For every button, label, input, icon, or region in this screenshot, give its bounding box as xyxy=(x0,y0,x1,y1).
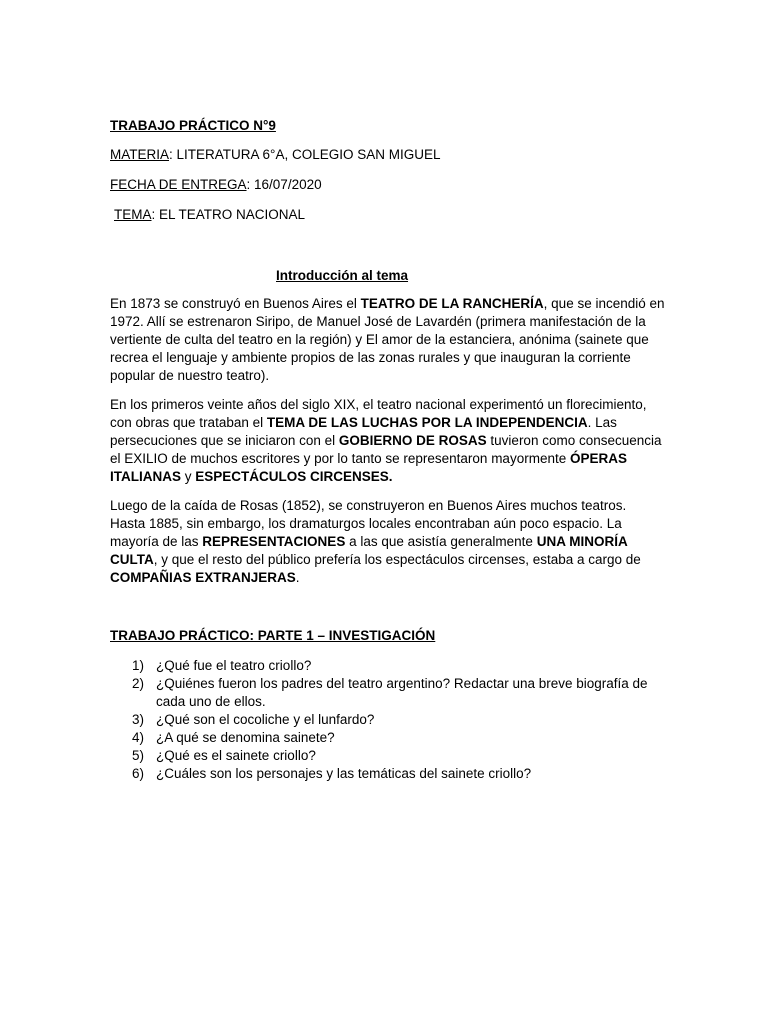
materia-value: : LITERATURA 6°A, COLEGIO SAN MIGUEL xyxy=(169,147,441,162)
intro-paragraph-3 xyxy=(110,497,665,587)
text-run: . Las persecuciones que se iniciaron con el xyxy=(110,415,617,448)
intro-paragraph-2 xyxy=(110,396,665,486)
text-run: y xyxy=(181,469,196,484)
item-text: ¿Cuáles son los personajes y las temáticas del sainete criollo? xyxy=(156,766,532,781)
item-text: ¿Qué es el sainete criollo? xyxy=(156,748,316,763)
bold-run: ESPECTÁCULOS CIRCENSES. xyxy=(195,469,393,484)
item-number: 1) xyxy=(132,658,145,673)
item-number: 5) xyxy=(132,748,145,763)
bold-run: TEATRO DE LA RANCHERÍA xyxy=(360,296,544,311)
bold-run: GOBIERNO DE ROSAS xyxy=(338,433,487,448)
bold-run: COMPAÑIAS EXTRANJERAS xyxy=(110,570,296,585)
text-run: En los primeros veinte años del siglo XIX, el teatro nacional experimentó un florecimiento, con obras que trataban el xyxy=(110,397,647,430)
part1-heading: TRABAJO PRÁCTICO: PARTE 1 – INVESTIGACIÓN xyxy=(110,628,436,643)
intro-heading: Introducción al tema xyxy=(276,268,409,283)
list-item xyxy=(110,729,670,747)
question-list xyxy=(110,657,670,783)
text-run: . xyxy=(295,570,300,585)
bold-run: UNA MINORÍA CULTA xyxy=(110,534,628,567)
list-item xyxy=(110,711,670,729)
bold-run: TEMA DE LAS LUCHAS POR LA INDEPENDENCIA xyxy=(266,415,588,430)
list-item xyxy=(110,657,670,675)
item-number: 2) xyxy=(132,676,145,691)
fecha-line xyxy=(110,176,322,194)
item-text: ¿Qué son el cocoliche y el lunfardo? xyxy=(156,712,375,727)
text-run: a las que asistía generalmente xyxy=(345,534,537,549)
text-run: , y que el resto del público prefería los espectáculos circenses, estaba a cargo de xyxy=(153,552,641,567)
tema-line xyxy=(114,206,305,224)
materia-line xyxy=(110,146,440,164)
bold-run: ÓPERAS ITALIANAS xyxy=(110,451,627,484)
list-item xyxy=(110,765,670,783)
text-run: Luego de la caída de Rosas (1852), se construyeron en Buenos Aires muchos teatros. Hasta 1885, sin embargo, los dramaturgos locales encontraban aún poco espacio. La mayoría de las xyxy=(110,498,627,549)
document-title: TRABAJO PRÁCTICO N°9 xyxy=(110,118,276,133)
item-number: 6) xyxy=(132,766,145,781)
item-text: ¿A qué se denomina sainete? xyxy=(156,730,335,745)
tema-value: : EL TEATRO NACIONAL xyxy=(151,207,306,222)
text-run: En 1873 se construyó en Buenos Aires el xyxy=(110,296,361,311)
item-number: 4) xyxy=(132,730,145,745)
item-number: 3) xyxy=(132,712,145,727)
fecha-value: : 16/07/2020 xyxy=(246,177,322,192)
materia-label: MATERIA xyxy=(110,147,170,162)
item-text: ¿Qué fue el teatro criollo? xyxy=(156,658,312,673)
list-item xyxy=(110,675,670,711)
intro-paragraph-1 xyxy=(110,295,665,385)
list-item xyxy=(110,747,670,765)
fecha-label: FECHA DE ENTREGA xyxy=(110,177,247,192)
text-run: tuvieron como consecuencia el EXILIO de muchos escritores y por lo tanto se representaron mayormente xyxy=(110,433,662,466)
bold-run: REPRESENTACIONES xyxy=(202,534,346,549)
tema-label: TEMA xyxy=(114,207,152,222)
item-text: ¿Quiénes fueron los padres del teatro argentino? Redactar una breve biografía de cada uno de ellos. xyxy=(156,676,648,709)
text-run: , que se incendió en 1972. Allí se estrenaron Siripo, de Manuel José de Lavardén (primera manifestación de la vertiente de culta del teatro en la región) y El amor de la estanciera, anónima (sainete que recrea el lenguaje y ambiente propios de las zonas rurales y que inauguran la corriente popular de nuestro teatro). xyxy=(110,296,665,383)
